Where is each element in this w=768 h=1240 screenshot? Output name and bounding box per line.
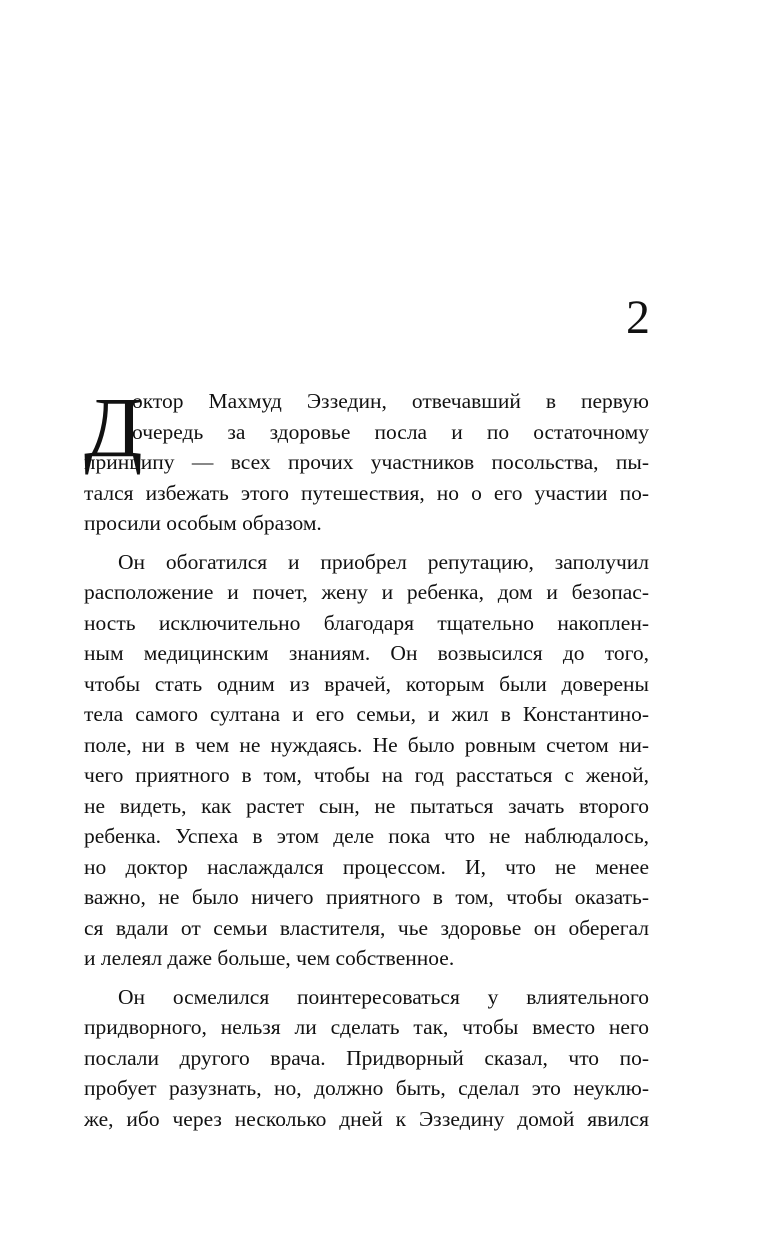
text-line: послали другого врача. Придворный сказал, что по- (84, 1045, 649, 1070)
text-line: не видеть, как растет сын, не пытаться зачать второго (84, 793, 649, 818)
text-line: ся вдали от семьи властителя, чье здоровье он оберегал (84, 915, 649, 940)
paragraph-3 (84, 982, 649, 1135)
body-text (84, 379, 649, 1134)
text-line: очередь за здоровье посла и по остаточному (132, 419, 649, 444)
paragraph-spacer (84, 974, 649, 982)
drop-cap: Д (84, 379, 143, 475)
text-line: октор Махмуд Эззедин, отвечавший в первую (132, 389, 649, 413)
text-line: поле, ни в чем не нуждаясь. Не было ровным счетом ни- (84, 732, 649, 757)
text-line: ным медицинским знаниям. Он возвысился до того, (84, 641, 649, 665)
text-line: ребенка. Успеха в этом деле пока что не наблюдалось, (84, 824, 649, 848)
paragraph-2 (84, 547, 649, 974)
text-line: пробует разузнать, но, должно быть, сделал это неуклю- (84, 1076, 649, 1100)
text-line: тался избежать этого путешествия, но о его участии по- (84, 480, 649, 505)
paragraph-1 (84, 379, 649, 539)
text-line: просили особым образом. (84, 511, 322, 535)
text-line: чтобы стать одним из врачей, которым были доверены (84, 671, 649, 696)
text-line: придворного, нельзя ли сделать так, чтобы вместо него (84, 1015, 649, 1039)
text-line: принципу — всех прочих участников посольства, пы- (84, 450, 649, 474)
text-line: же, ибо через несколько дней к Эззедину домой явился (84, 1106, 649, 1131)
chapter-number: 2 (626, 291, 650, 344)
text-line: Он обогатился и приобрел репутацию, заполучил (118, 549, 649, 574)
text-line: расположение и почет, жену и ребенка, дом и безопас- (84, 580, 649, 604)
text-line: но доктор наслаждался процессом. И, что не менее (84, 854, 649, 879)
text-line: важно, не было ничего приятного в том, чтобы оказать- (84, 885, 649, 909)
text-line: ность исключительно благодаря тщательно накоплен- (84, 610, 649, 635)
paragraph-spacer (84, 539, 649, 547)
text-line: тела самого султана и его семьи, и жил в Константино- (84, 702, 649, 726)
text-line: и лелеял даже больше, чем собственное. (84, 946, 455, 970)
text-line: Он осмелился поинтересоваться у влиятельного (118, 984, 649, 1009)
text-line: чего приятного в том, чтобы на год расстаться с женой, (84, 763, 649, 787)
